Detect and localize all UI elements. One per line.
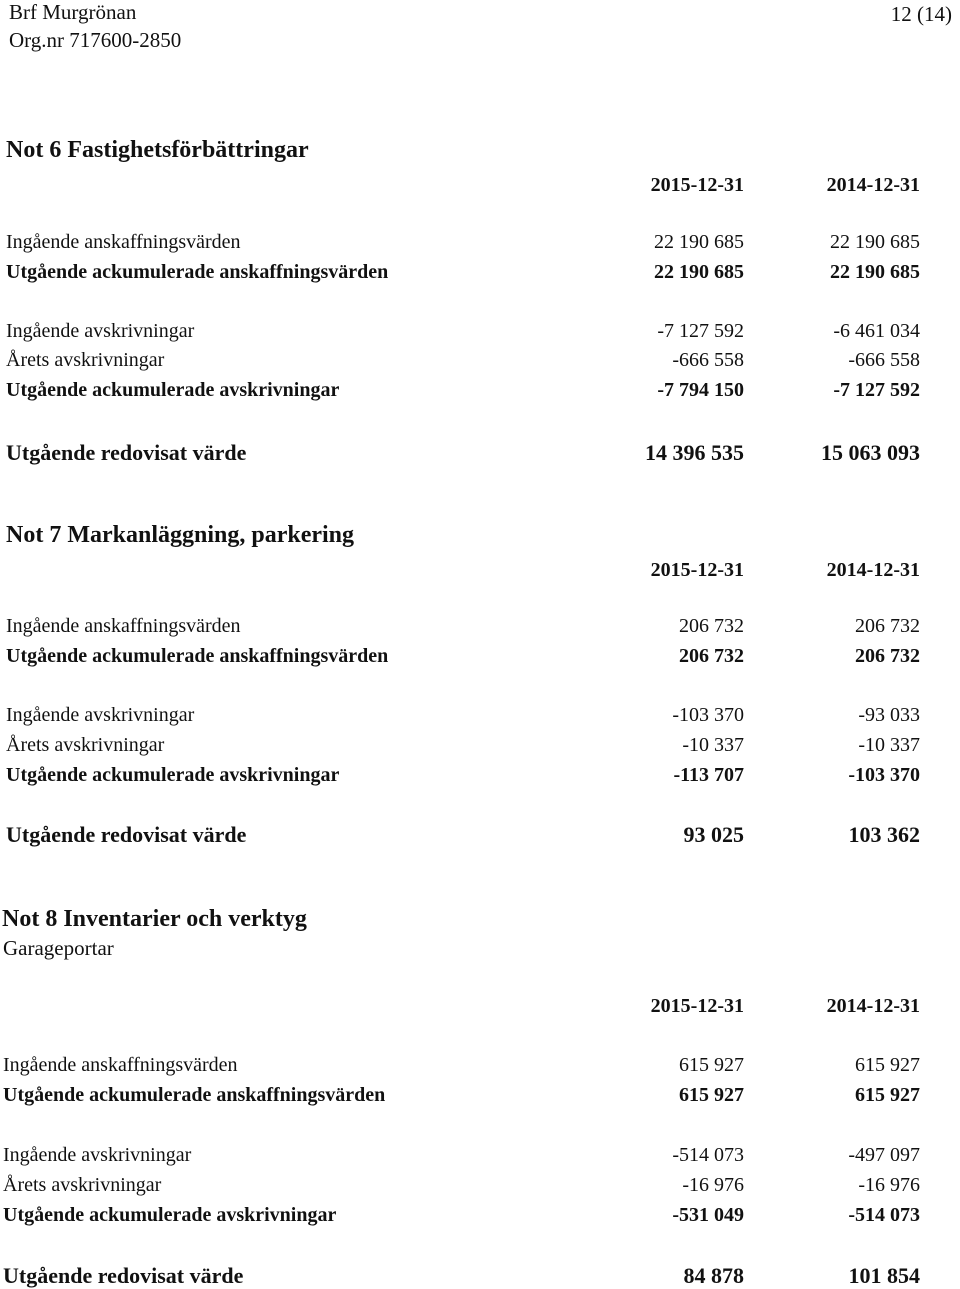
value-2015: -7 127 592 — [657, 320, 744, 342]
value-2015: -103 370 — [672, 704, 744, 726]
note-title: Not 8 Inventarier och verktyg — [2, 906, 307, 932]
page-number: 12 (14) — [890, 2, 952, 26]
org-name: Brf Murgrönan — [9, 0, 137, 24]
value-2014: 22 190 685 — [830, 231, 920, 253]
org-number: Org.nr 717600-2850 — [9, 28, 182, 52]
value-2014: 22 190 685 — [830, 261, 920, 283]
row-label: Utgående ackumulerade anskaffningsvärden — [6, 261, 389, 283]
row-label: Utgående ackumulerade avskrivningar — [3, 1204, 337, 1226]
value-2015: 93 025 — [683, 822, 744, 847]
table-row — [0, 734, 960, 760]
value-2015: 615 927 — [679, 1054, 744, 1076]
row-label: Ingående avskrivningar — [6, 704, 195, 726]
row-label: Utgående redovisat värde — [6, 440, 247, 465]
table-row-total — [0, 1263, 960, 1289]
note-title: Not 7 Markanläggning, parkering — [6, 522, 355, 548]
value-2014: 101 854 — [848, 1263, 920, 1288]
value-2014: -514 073 — [848, 1204, 920, 1226]
note-subtitle: Garageportar — [3, 936, 114, 960]
row-label: Utgående ackumulerade anskaffningsvärden — [6, 645, 389, 667]
value-2014: -10 337 — [858, 734, 920, 756]
table-row — [0, 1054, 960, 1080]
row-label: Utgående ackumulerade avskrivningar — [6, 379, 340, 401]
value-2015: 615 927 — [679, 1084, 744, 1106]
row-label: Utgående redovisat värde — [3, 1263, 244, 1288]
row-label: Utgående ackumulerade anskaffningsvärden — [3, 1084, 386, 1106]
note-title: Not 6 Fastighetsförbättringar — [6, 137, 309, 163]
value-2014: 615 927 — [855, 1054, 920, 1076]
value-2015: -7 794 150 — [657, 379, 744, 401]
value-2015: -514 073 — [672, 1144, 744, 1166]
value-2014: -103 370 — [848, 764, 920, 786]
value-2015: 22 190 685 — [654, 231, 744, 253]
value-2015: -113 707 — [673, 764, 744, 786]
value-2014: -6 461 034 — [833, 320, 920, 342]
column-header-row — [0, 559, 960, 585]
row-label: Ingående anskaffningsvärden — [6, 231, 241, 253]
table-row — [0, 704, 960, 730]
row-label: Ingående avskrivningar — [3, 1144, 192, 1166]
table-row — [0, 1204, 960, 1230]
row-label: Utgående ackumulerade avskrivningar — [6, 764, 340, 786]
table-row — [0, 1084, 960, 1110]
row-label: Årets avskrivningar — [6, 349, 165, 371]
column-header-2015: 2015-12-31 — [650, 559, 744, 581]
value-2014: -93 033 — [858, 704, 920, 726]
value-2015: 84 878 — [683, 1263, 744, 1288]
column-header-row — [0, 995, 960, 1021]
value-2015: 206 732 — [679, 645, 744, 667]
row-label: Ingående anskaffningsvärden — [3, 1054, 238, 1076]
value-2014: -666 558 — [848, 349, 920, 371]
table-row — [0, 231, 960, 257]
column-header-2014: 2014-12-31 — [826, 559, 920, 581]
value-2014: -497 097 — [848, 1144, 920, 1166]
row-label: Utgående redovisat värde — [6, 822, 247, 847]
table-row — [0, 645, 960, 671]
row-label: Ingående anskaffningsvärden — [6, 615, 241, 637]
value-2014: 103 362 — [848, 822, 920, 847]
table-row — [0, 1144, 960, 1170]
table-row — [0, 349, 960, 375]
value-2014: 615 927 — [855, 1084, 920, 1106]
column-header-row — [0, 174, 960, 200]
table-row — [0, 320, 960, 346]
note-6-section — [0, 0, 960, 465]
table-row — [0, 261, 960, 287]
value-2014: 15 063 093 — [821, 440, 920, 465]
value-2014: -7 127 592 — [833, 379, 920, 401]
column-header-2014: 2014-12-31 — [826, 995, 920, 1017]
column-header-2015: 2015-12-31 — [650, 995, 744, 1017]
value-2015: -16 976 — [682, 1174, 744, 1196]
row-label: Ingående avskrivningar — [6, 320, 195, 342]
value-2015: 14 396 535 — [645, 440, 744, 465]
value-2014: -16 976 — [858, 1174, 920, 1196]
column-header-2014: 2014-12-31 — [826, 174, 920, 196]
value-2014: 206 732 — [855, 615, 920, 637]
row-label: Årets avskrivningar — [6, 734, 165, 756]
table-row — [0, 1174, 960, 1200]
row-label: Årets avskrivningar — [3, 1174, 162, 1196]
note-7-section — [0, 387, 960, 847]
value-2015: 206 732 — [679, 615, 744, 637]
value-2015: -531 049 — [672, 1204, 744, 1226]
value-2015: 22 190 685 — [654, 261, 744, 283]
value-2015: -10 337 — [682, 734, 744, 756]
column-header-2015: 2015-12-31 — [650, 174, 744, 196]
value-2015: -666 558 — [672, 349, 744, 371]
value-2014: 206 732 — [855, 645, 920, 667]
note-8-section — [0, 771, 960, 1288]
table-row — [0, 615, 960, 641]
